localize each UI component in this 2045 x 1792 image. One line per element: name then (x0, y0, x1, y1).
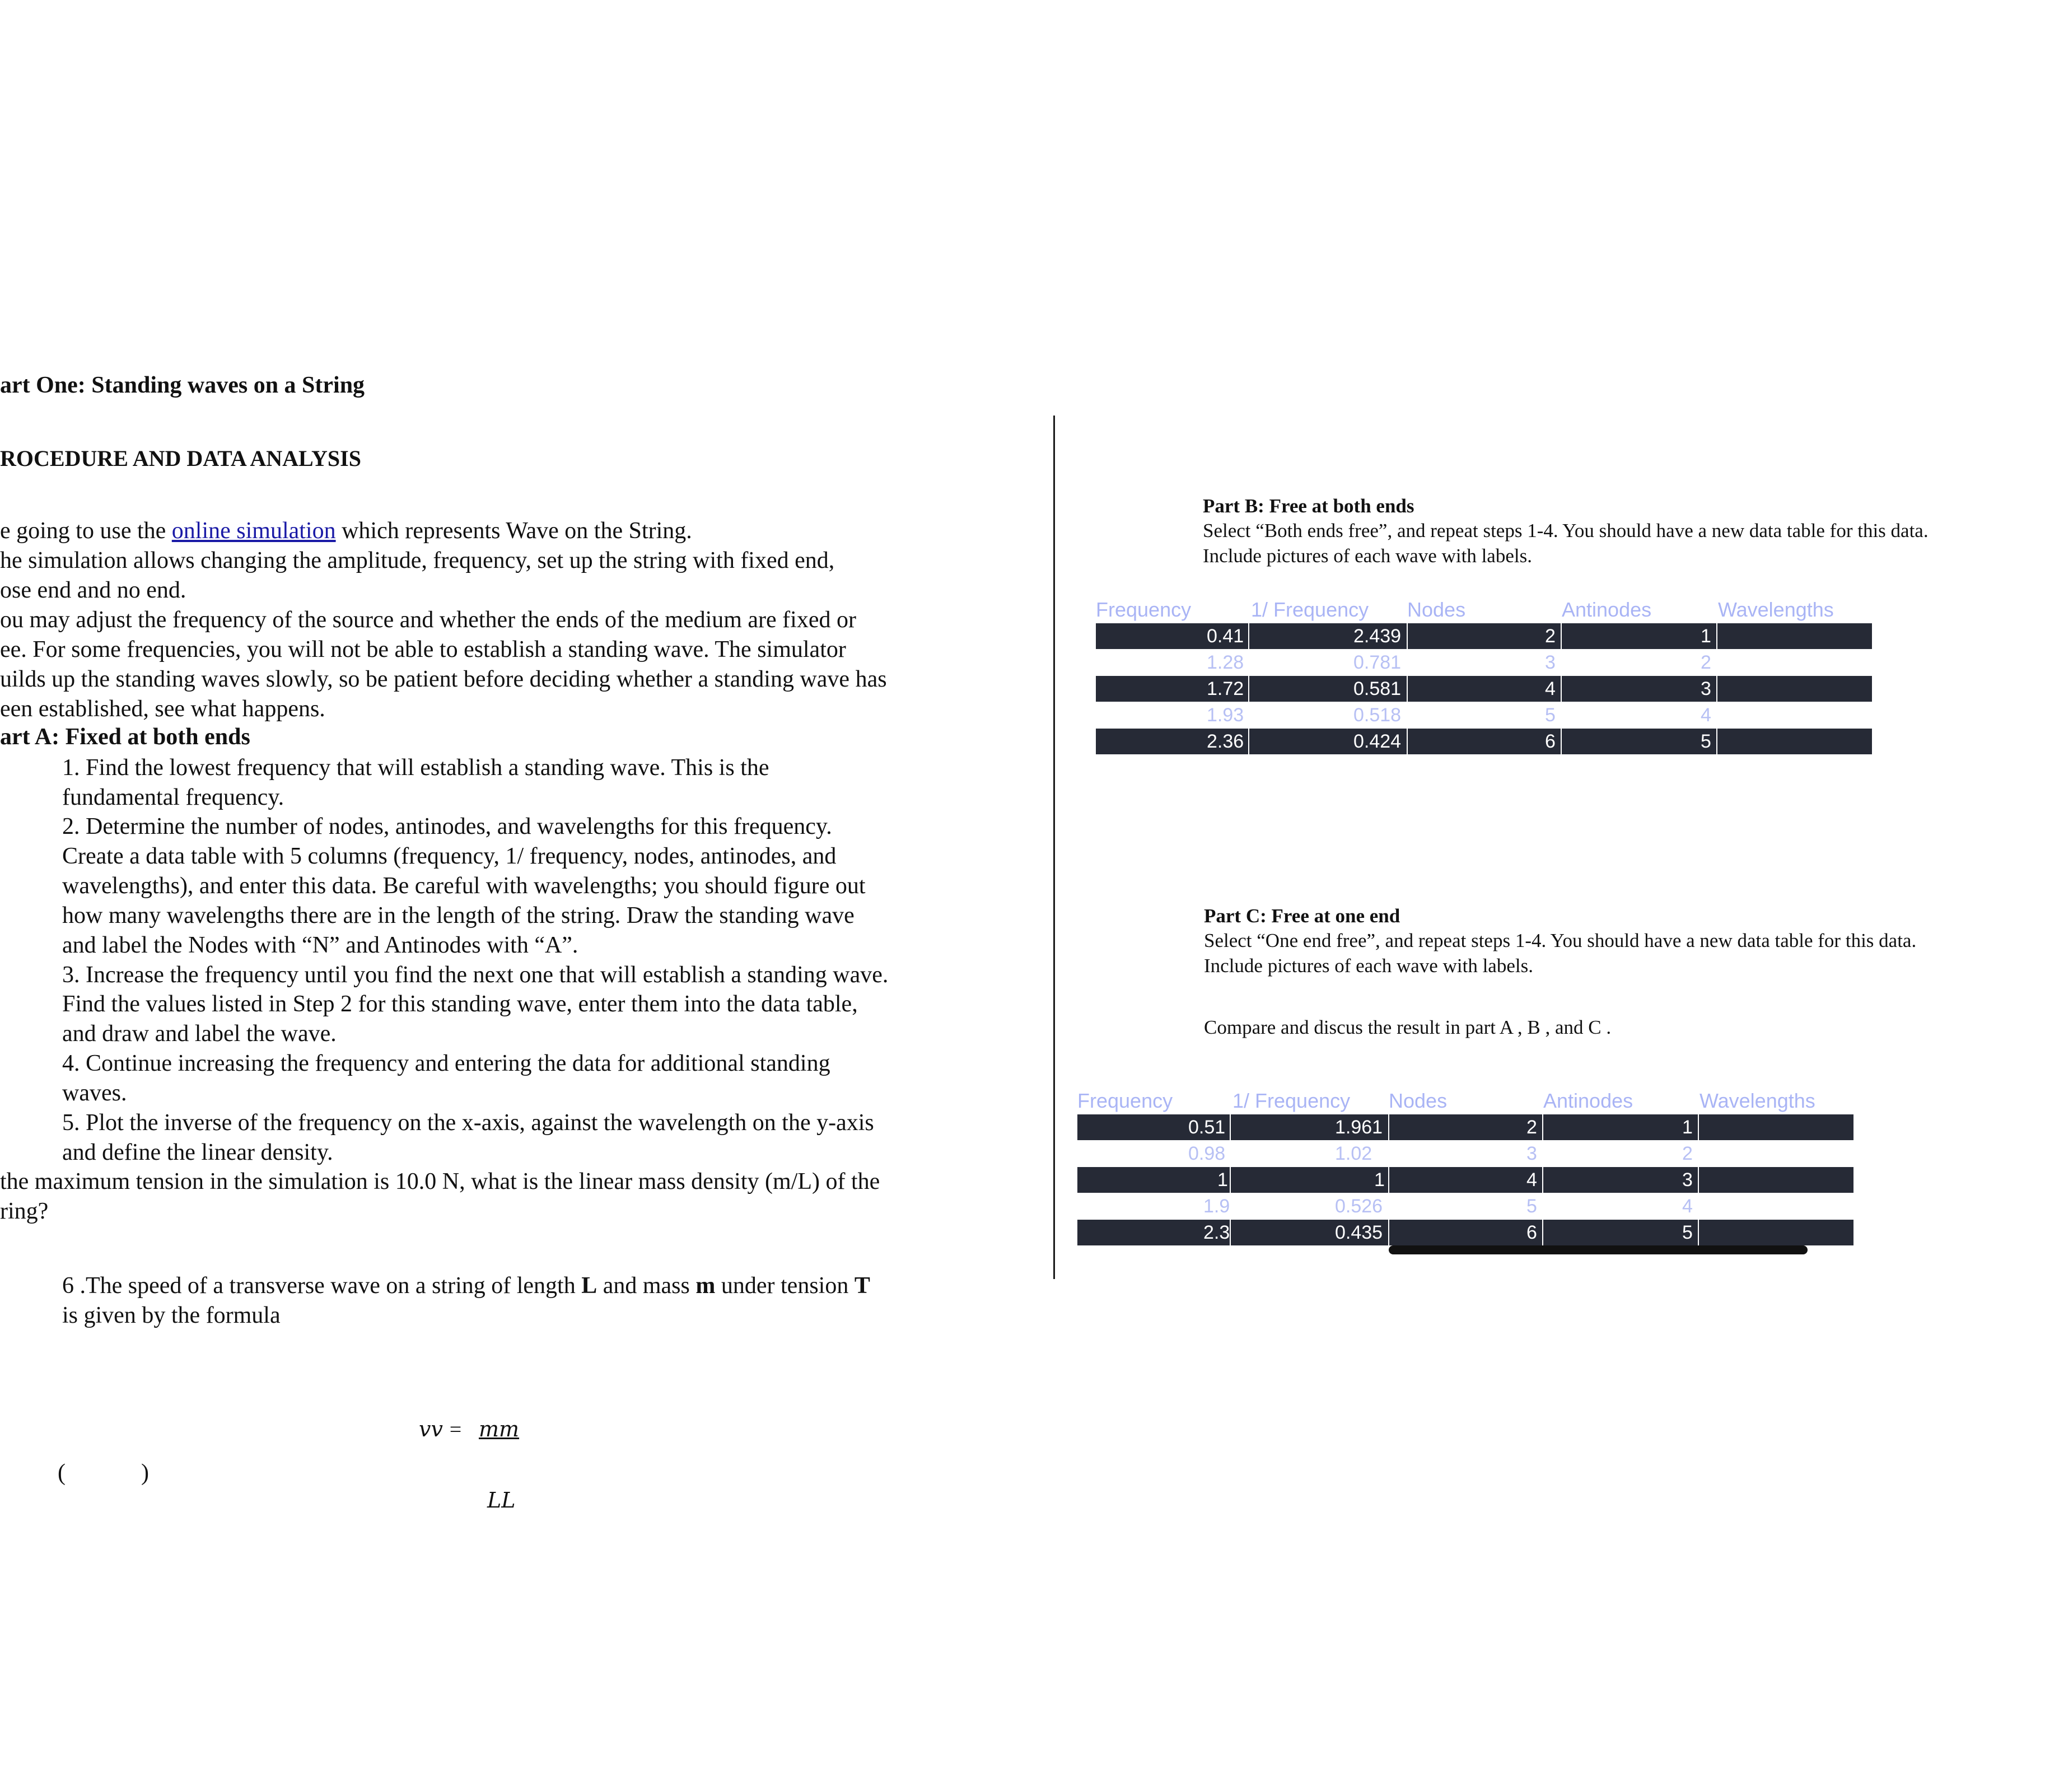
table-row (1096, 650, 1872, 675)
step-line: fundamental frequency. (62, 785, 284, 810)
header-antinodes: Antinodes (1543, 1089, 1633, 1112)
table-row (1096, 729, 1872, 754)
step-line: 5. Plot the inverse of the frequency on the x-axis, against the wavelength on the y-axis (62, 1110, 874, 1136)
cell-antinodes: 3 (1701, 678, 1711, 699)
cell-nodes: 6 (1545, 731, 1556, 752)
cell-frequency: 0.41 (1207, 626, 1244, 647)
cell-antinodes: 2 (1701, 652, 1711, 673)
part-b-text: Include pictures of each wave with labels. (1203, 545, 1532, 567)
intro-text: e going to use the (0, 518, 172, 544)
step-line: Find the values listed in Step 2 for this standing wave, enter them into the data table, (62, 991, 858, 1017)
intro-line (0, 516, 692, 546)
tension-symbol: T (854, 1273, 870, 1299)
column-divider (1053, 416, 1055, 1279)
step-6-text: 6 .The speed of a transverse wave on a string of length (62, 1273, 582, 1299)
step-line: Create a data table with 5 columns (frequency, 1/ frequency, nodes, antinodes, and (62, 843, 837, 869)
table-row (1096, 676, 1872, 702)
step-line: 4. Continue increasing the frequency and entering the data for additional standing (62, 1051, 830, 1076)
cell-antinodes: 5 (1701, 731, 1711, 752)
step-6-line (62, 1271, 870, 1301)
part-c-data-table (1077, 1089, 1853, 1247)
question-line: ring? (0, 1198, 49, 1224)
step-line: waves. (62, 1080, 127, 1106)
cell-inverse-frequency: 0.526 (1335, 1196, 1383, 1217)
step-6-line: is given by the formula (62, 1303, 281, 1328)
table-row (1096, 702, 1872, 728)
step-line: and draw and label the wave. (62, 1021, 337, 1047)
mass-symbol: m (695, 1273, 716, 1299)
intro-line: ose end and no end. (0, 577, 186, 603)
step-line: how many wavelengths there are in the length of the string. Draw the standing wave (62, 903, 855, 928)
length-symbol: L (581, 1273, 597, 1299)
cell-inverse-frequency: 1.961 (1335, 1117, 1383, 1138)
cell-frequency: 0.51 (1188, 1117, 1226, 1138)
step-line: wavelengths), and enter this data. Be careful with wavelengths; you should figure out (62, 873, 866, 899)
header-nodes: Nodes (1389, 1089, 1448, 1112)
compare-prompt: Compare and discus the result in part A , B , and C . (1204, 1016, 1612, 1038)
cell-inverse-frequency: 0.424 (1353, 731, 1402, 752)
table-row (1077, 1167, 1853, 1193)
header-nodes: Nodes (1407, 598, 1466, 621)
formula-denominator: 𝐿𝐿 (487, 1489, 516, 1513)
table-row (1077, 1220, 1853, 1245)
procedure-heading: ROCEDURE AND DATA ANALYSIS (0, 446, 361, 471)
part-c-text: Include pictures of each wave with labels. (1204, 955, 1533, 977)
intro-text: which represents Wave on the String. (335, 518, 692, 544)
part-b-title: Part B: Free at both ends (1203, 495, 1414, 517)
cell-frequency: 1 (1217, 1169, 1228, 1191)
cell-inverse-frequency: 0.518 (1353, 704, 1402, 726)
cell-nodes: 4 (1526, 1169, 1537, 1191)
cell-antinodes: 4 (1682, 1196, 1693, 1217)
cell-antinodes: 4 (1701, 704, 1711, 726)
cell-frequency: 1.72 (1207, 678, 1244, 699)
table-header (1096, 598, 1872, 626)
table-row (1077, 1114, 1853, 1140)
step-line: and label the Nodes with “N” and Antinodes with “A”. (62, 932, 578, 958)
step-line: and define the linear density. (62, 1140, 333, 1165)
header-wavelengths: Wavelengths (1718, 598, 1834, 621)
cell-frequency: 1.93 (1207, 704, 1244, 726)
cell-nodes: 5 (1526, 1196, 1537, 1217)
header-antinodes: Antinodes (1562, 598, 1652, 621)
cell-inverse-frequency: 0.781 (1353, 652, 1402, 673)
cell-nodes: 3 (1545, 652, 1556, 673)
cell-inverse-frequency: 0.435 (1335, 1222, 1383, 1243)
step-line: 1. Find the lowest frequency that will establish a standing wave. This is the (62, 755, 769, 781)
table-header (1077, 1089, 1853, 1117)
cell-antinodes: 1 (1682, 1117, 1693, 1138)
cell-inverse-frequency: 0.581 (1353, 678, 1402, 699)
cell-nodes: 5 (1545, 704, 1556, 726)
cell-antinodes: 5 (1682, 1222, 1693, 1243)
cell-frequency: 2.36 (1207, 731, 1244, 752)
cell-nodes: 6 (1526, 1222, 1537, 1243)
cell-frequency: 2.3 (1203, 1222, 1230, 1243)
online-simulation-link[interactable]: online simulation (171, 518, 336, 544)
formula-lhs: 𝑣𝑣 = (419, 1418, 463, 1441)
part-c-text: Select “One end free”, and repeat steps 1-4. You should have a new data table for this data. (1204, 930, 1917, 951)
cell-frequency: 1.28 (1207, 652, 1244, 673)
formula-paren-open: ( (58, 1460, 66, 1486)
cell-inverse-frequency: 1.02 (1335, 1143, 1372, 1164)
header-frequency: Frequency (1077, 1089, 1173, 1112)
question-line: the maximum tension in the simulation is 10.0 N, what is the linear mass density (m/L) of the (0, 1169, 880, 1194)
cell-nodes: 4 (1545, 678, 1556, 699)
cell-inverse-frequency: 2.439 (1353, 626, 1402, 647)
step-line: 3. Increase the frequency until you find the next one that will establish a standing wave. (62, 962, 889, 988)
cell-nodes: 2 (1526, 1117, 1537, 1138)
part-b-data-table (1096, 598, 1872, 756)
cell-antinodes: 1 (1701, 626, 1711, 647)
cell-frequency: 0.98 (1188, 1143, 1226, 1164)
header-inverse-frequency: 1/ Frequency (1251, 598, 1369, 621)
step-6-text: under tension (715, 1273, 855, 1299)
cell-inverse-frequency: 1 (1374, 1169, 1385, 1191)
part-a-heading: art A: Fixed at both ends (0, 724, 250, 750)
part-one-title: art One: Standing waves on a String (0, 372, 365, 398)
intro-line: een established, see what happens. (0, 696, 325, 722)
intro-line: ee. For some frequencies, you will not be able to establish a standing wave. The simulator (0, 637, 846, 662)
table-row (1077, 1193, 1853, 1219)
part-c-title: Part C: Free at one end (1204, 905, 1400, 927)
cell-nodes: 2 (1545, 626, 1556, 647)
formula-paren-close: ) (141, 1460, 149, 1486)
part-b-text: Select “Both ends free”, and repeat steps 1-4. You should have a new data table for this data. (1203, 520, 1929, 542)
table-row (1096, 623, 1872, 649)
intro-line: he simulation allows changing the amplitude, frequency, set up the string with fixed end, (0, 548, 835, 573)
step-6-text: and mass (597, 1273, 696, 1299)
ink-scribble-mark (1389, 1245, 1808, 1254)
cell-antinodes: 2 (1682, 1143, 1693, 1164)
intro-line: ou may adjust the frequency of the source and whether the ends of the medium are fixed or (0, 607, 856, 633)
cell-antinodes: 3 (1682, 1169, 1693, 1191)
intro-line: uilds up the standing waves slowly, so be patient before deciding whether a standing wave has (0, 666, 887, 692)
formula-numerator: 𝑚𝑚 (479, 1418, 520, 1441)
cell-nodes: 3 (1526, 1143, 1537, 1164)
header-inverse-frequency: 1/ Frequency (1232, 1089, 1351, 1112)
header-frequency: Frequency (1096, 598, 1192, 621)
table-row (1077, 1141, 1853, 1166)
header-wavelengths: Wavelengths (1700, 1089, 1815, 1112)
cell-frequency: 1.9 (1203, 1196, 1230, 1217)
step-line: 2. Determine the number of nodes, antinodes, and wavelengths for this frequency. (62, 814, 832, 839)
